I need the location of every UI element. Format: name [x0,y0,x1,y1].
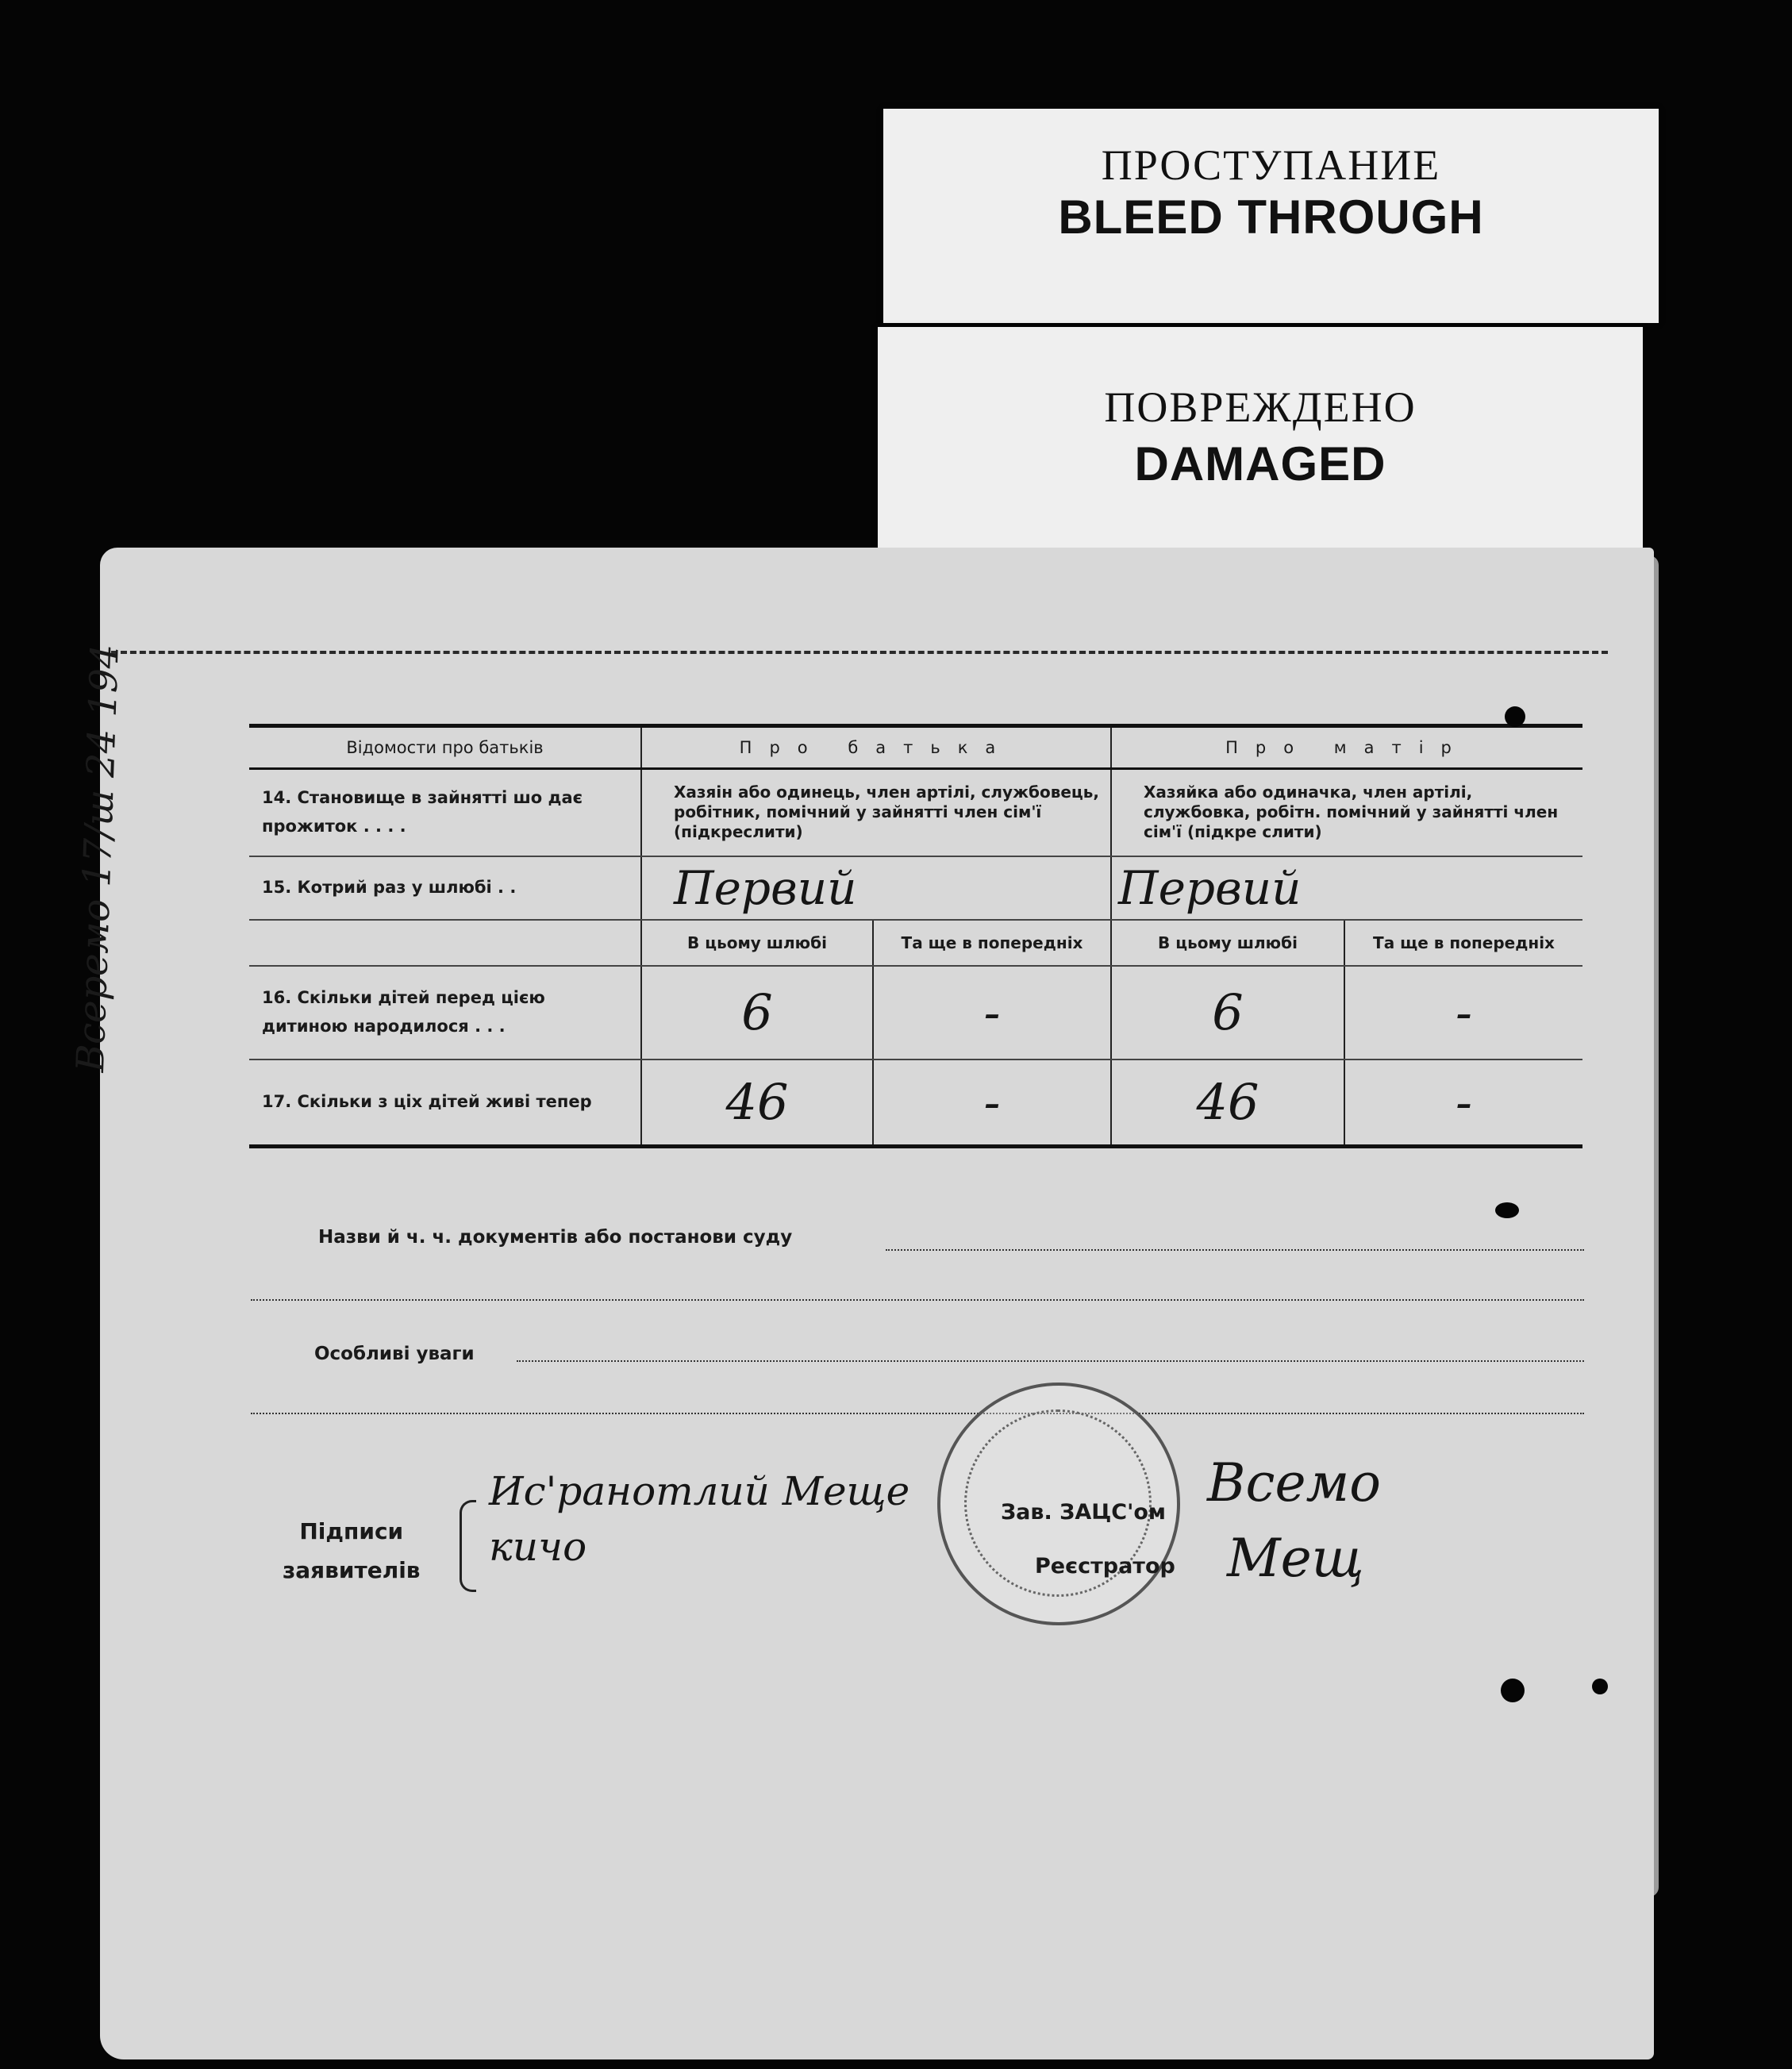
signature-label-line1: Підписи [299,1518,404,1544]
punch-hole [1505,706,1525,727]
table-row-16 [249,966,1582,1059]
header-label: Відомости про батьків [249,726,641,769]
damaged-en: DAMAGED [1134,437,1386,490]
punch-hole [1501,1679,1525,1702]
brace [460,1500,476,1592]
signature-label-line2: заявителів [283,1557,421,1583]
row14-label: 14. Становище в зайнятті шо дає прожиток . . . . [249,769,641,856]
documents-line-1 [886,1249,1584,1251]
mother-previous: Та ще в попередніх [1344,920,1582,966]
header-father: Про батька [641,726,1111,769]
punch-hole [1592,1679,1608,1694]
father-this-marriage: В цьому шлюбі [641,920,873,966]
bleed-through-en: BLEED THROUGH [1058,190,1484,244]
row17-mother-prev: - [1344,1059,1582,1147]
perforation-line [111,651,1608,654]
table-header-row [249,726,1582,769]
row14-mother: Хазяйка або одиначка, член артілі, службовка, робітн. помічний у зайнятті член сім'ї (підкре слити) [1111,769,1582,856]
applicant-signature-1: Ис'ранотлий Меще [489,1468,910,1514]
table-row-17 [249,1059,1582,1147]
table-row-15 [249,856,1582,920]
head-label: Зав. ЗАЦС'ом [1001,1500,1166,1525]
row16-mother-this: 6 [1111,966,1344,1059]
applicant-signature-2: кичо [489,1524,587,1570]
row16-father-prev: - [873,966,1111,1059]
row15-mother-value: Первий [1111,856,1582,920]
bleed-through-ru: ПРОСТУПАНИЕ [1101,141,1441,189]
damaged-ru: ПОВРЕЖДЕНО [1104,383,1417,431]
notes-line-1 [517,1360,1584,1362]
row16-father-this: 6 [641,966,873,1059]
bleed-through-card [883,109,1659,323]
head-signature: Всемо [1207,1452,1381,1513]
margin-note: Всеремо 17/ш 24 194 [68,643,128,1073]
row17-father-prev: - [873,1059,1111,1147]
notes-line-2 [251,1413,1584,1414]
mother-this-marriage: В цьому шлюбі [1111,920,1344,966]
row14-father: Хазяін або одинець, член артілі, службовець, робітник, помічний у зайнятті член сім'ї (підкреслити) [641,769,1111,856]
registrar-signature: Мещ [1227,1528,1364,1589]
row17-label: 17. Скільки з ціх дітей живі тепер [249,1059,641,1147]
father-previous: Та ще в попередніх [873,920,1111,966]
row17-mother-this: 46 [1111,1059,1344,1147]
table-subheader-row [249,920,1582,966]
documents-label: Назви й ч. ч. документів або постанови суду [318,1227,793,1248]
row15-label: 15. Котрий раз у шлюбі . . [249,856,641,920]
document-page [68,548,1654,2059]
notes-label: Особливі уваги [314,1344,475,1364]
row16-label: 16. Скільки дітей перед цією дитиною народилося . . . [249,966,641,1059]
row15-father-value: Первий [641,856,1111,920]
documents-line-2 [251,1299,1584,1301]
table-row-14 [249,769,1582,856]
applicants-signature-label [283,1512,421,1590]
row16-mother-prev: - [1344,966,1582,1059]
parents-table [249,724,1582,1148]
punch-hole [1495,1202,1519,1218]
header-mother: Про матір [1111,726,1582,769]
row17-father-this: 46 [641,1059,873,1147]
damaged-card [878,327,1643,551]
registrar-label: Реєстратор [1035,1554,1175,1579]
